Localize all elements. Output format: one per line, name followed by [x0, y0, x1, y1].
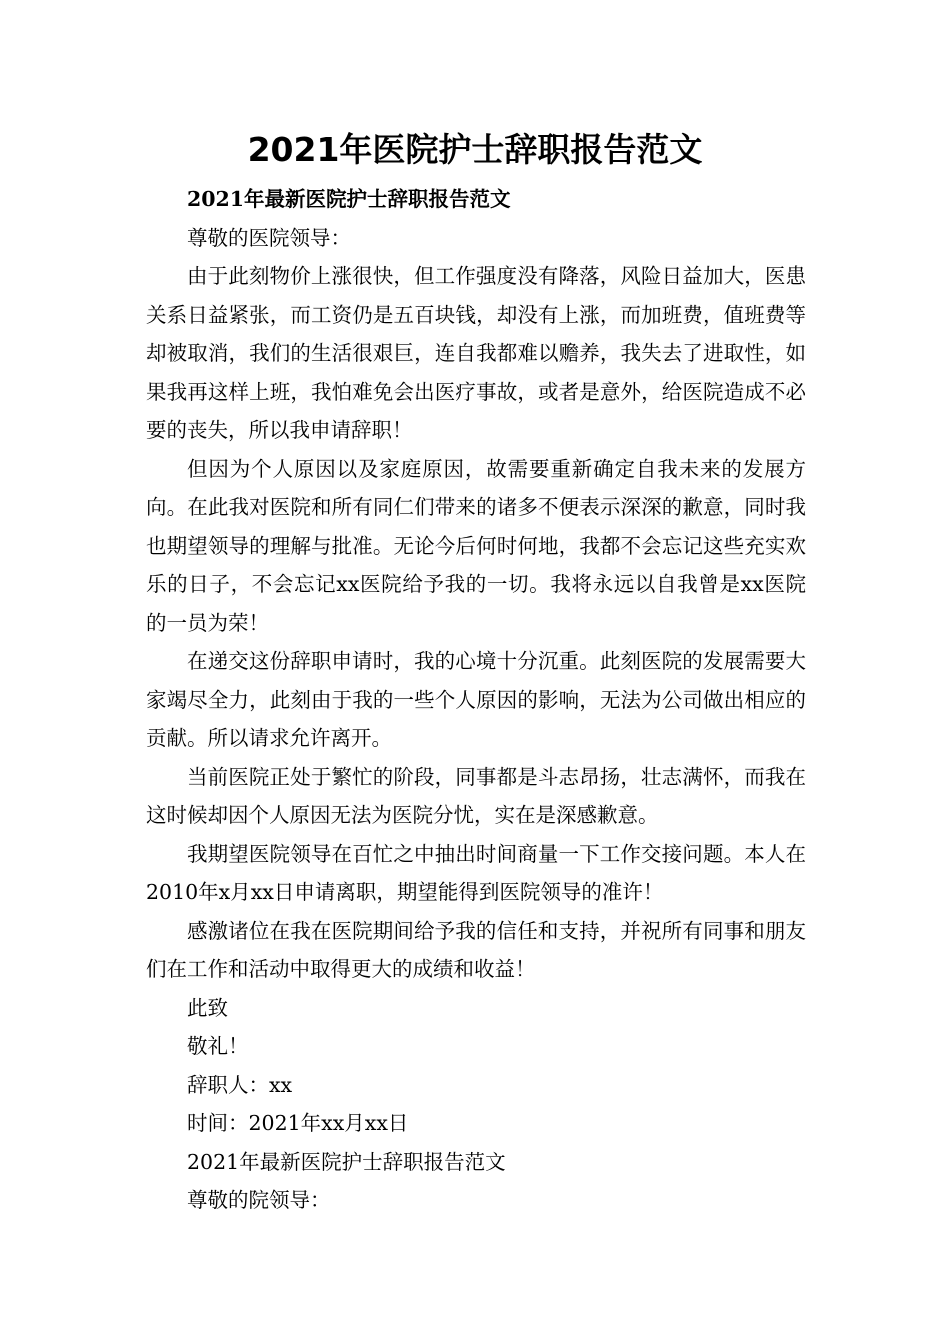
- body-paragraph-5: 我期望医院领导在百忙之中抽出时间商量一下工作交接问题。本人在2010年x月xx日申请离职，期望能得到医院领导的准许！: [146, 841, 806, 904]
- body-paragraph-6: 感激诸位在我在医院期间给予我的信任和支持，并祝所有同事和朋友们在工作和活动中取得更大的成绩和收益！: [146, 918, 806, 981]
- body-paragraph-4: 当前医院正处于繁忙的阶段，同事都是斗志昂扬，壮志满怀，而我在这时候却因个人原因无法为医院分忧，实在是深感歉意。: [146, 764, 806, 827]
- section-subtitle-2: 2021年最新医院护士辞职报告范文: [187, 1149, 506, 1174]
- body-paragraph-3: 在递交这份辞职申请时，我的心境十分沉重。此刻医院的发展需要大家竭尽全力，此刻由于我的一些个人原因的影响，无法为公司做出相应的贡献。所以请求允许离开。: [146, 649, 806, 750]
- closing-salute: 敬礼！: [187, 1034, 249, 1058]
- document-body: [146, 180, 806, 1220]
- body-paragraph-2: 但因为个人原因以及家庭原因，故需要重新确定自我未来的发展方向。在此我对医院和所有同仁们带来的诸多不便表示深深的歉意，同时我也期望领导的理解与批准。无论今后何时何地，我都不会忘记这些充实欢乐的日子，不会忘记xx医院给予我的一切。我将永远以自我曾是xx医院的一员为荣！: [146, 456, 806, 635]
- salutation-2: 尊敬的院领导：: [187, 1188, 331, 1212]
- body-paragraph-1: 由于此刻物价上涨很快，但工作强度没有降落，风险日益加大，医患关系日益紧张，而工资仍是五百块钱，却没有上涨，而加班费，值班费等却被取消，我们的生活很艰巨，连自我都难以赡养，我失去了进取性，如果我再这样上班，我怕难免会出医疗事故，或者是意外，给医院造成不必要的丧失，所以我申请辞职！: [146, 264, 806, 442]
- date-line: 时间：2021年xx月xx日: [187, 1111, 409, 1135]
- salutation: 尊敬的医院领导：: [187, 225, 351, 250]
- closing-line: 此致: [187, 995, 228, 1020]
- document-title: 2021年医院护士辞职报告范文: [247, 130, 703, 169]
- section-subtitle: 2021年最新医院护士辞职报告范文: [187, 187, 511, 211]
- signer-line: 辞职人：xx: [187, 1072, 293, 1097]
